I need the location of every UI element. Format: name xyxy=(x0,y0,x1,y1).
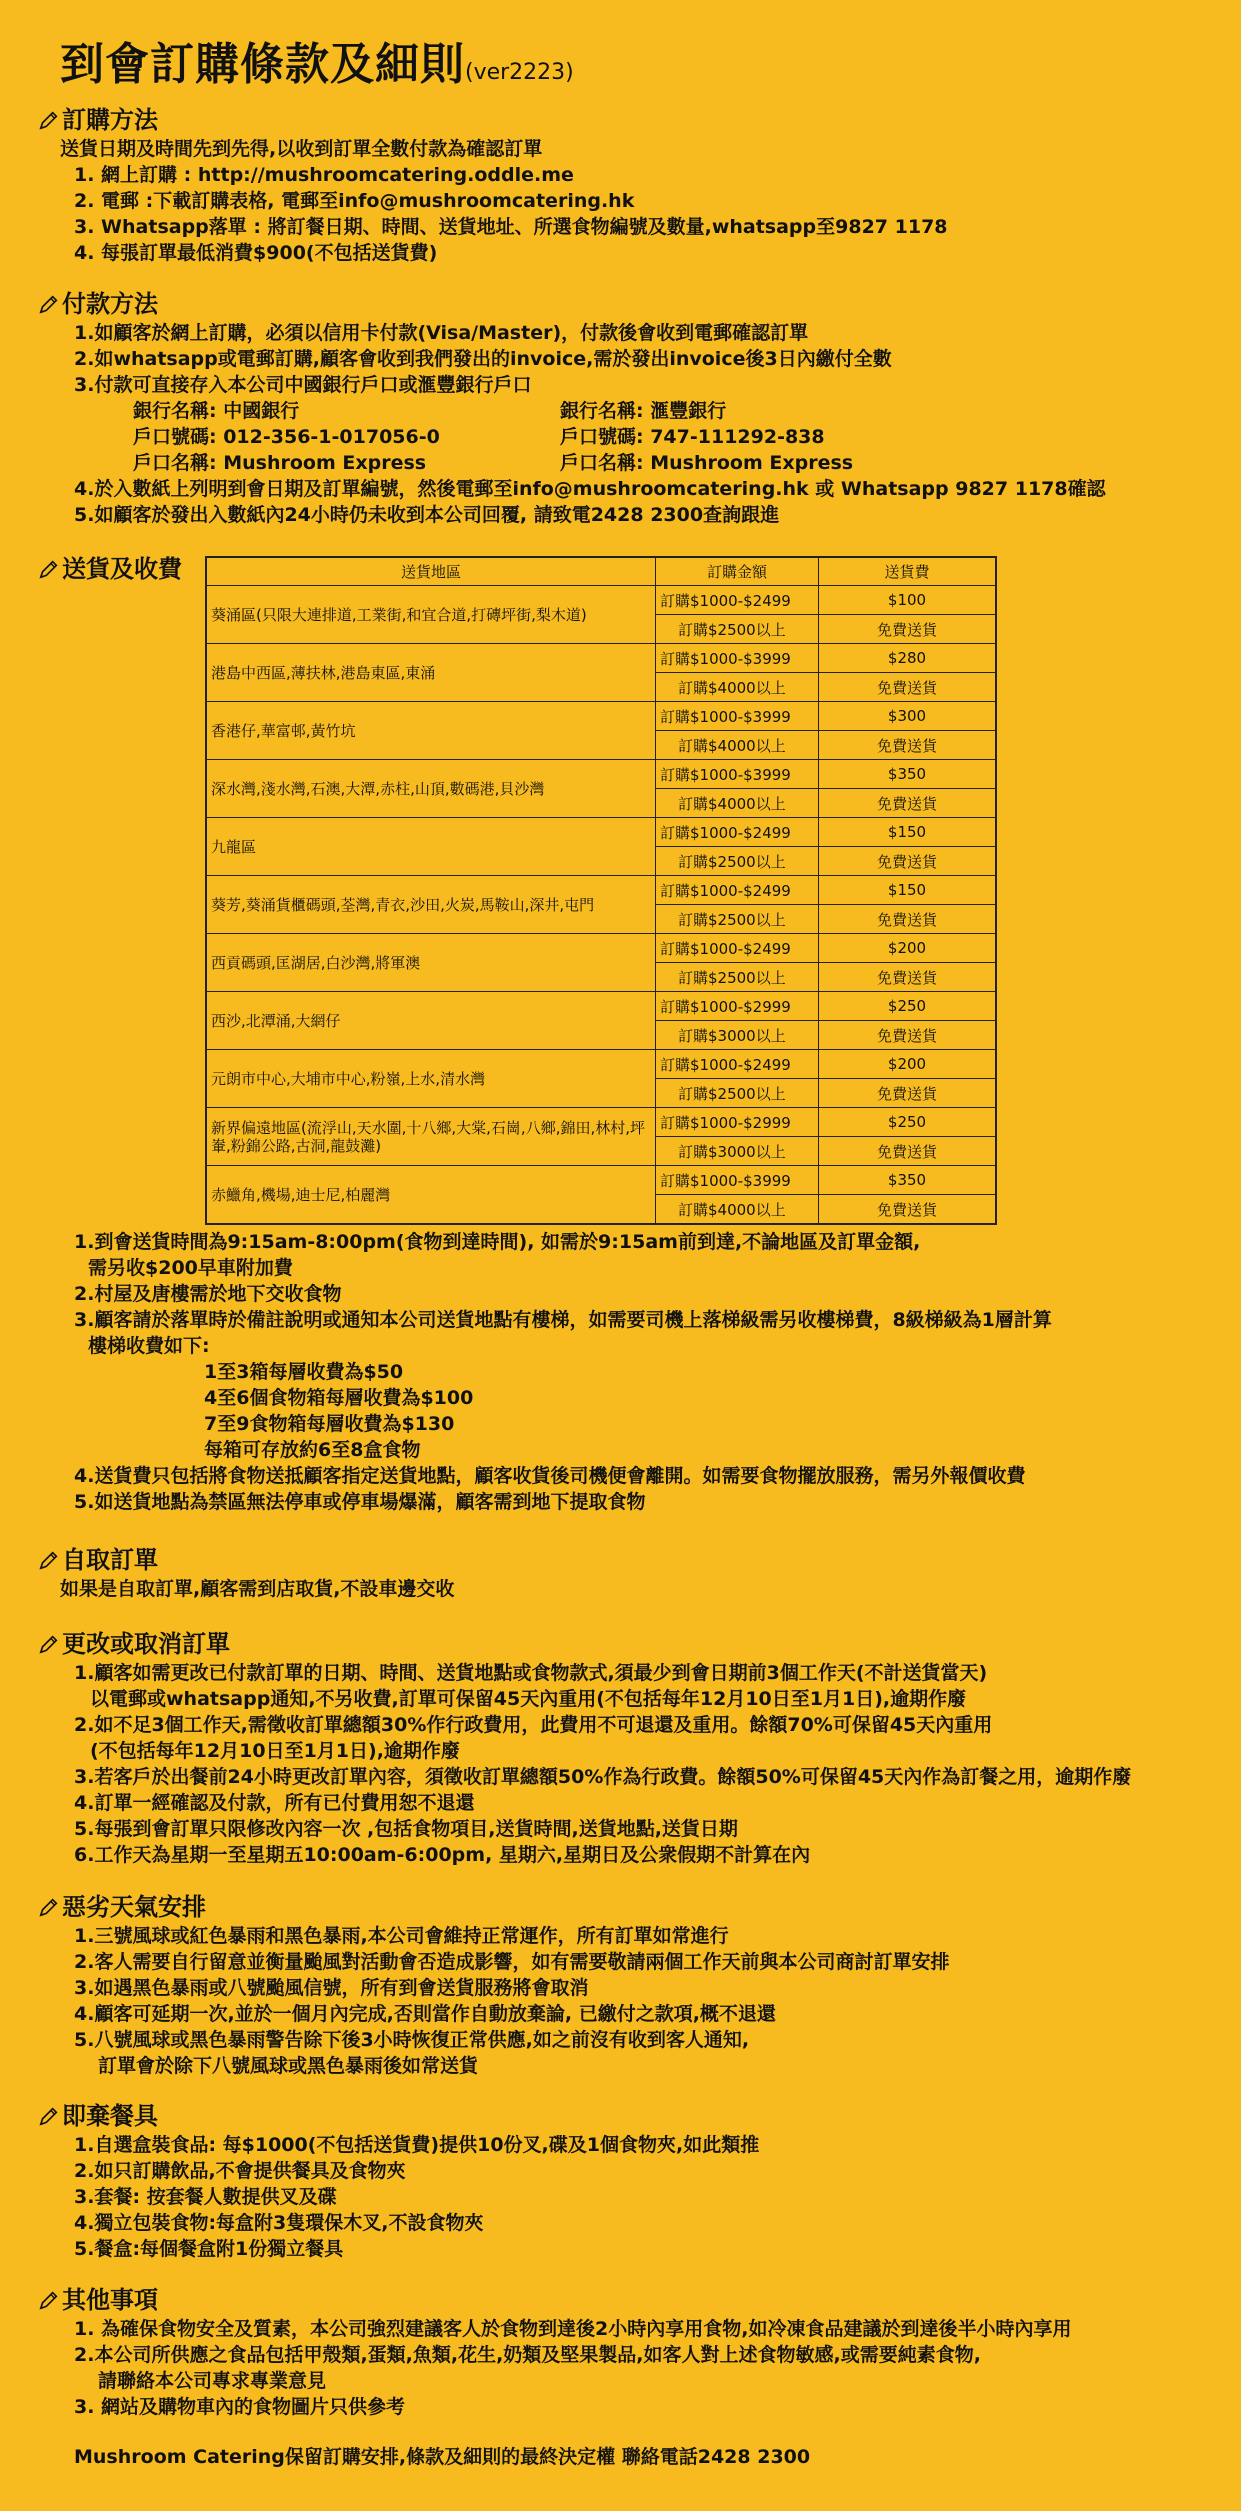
change-line: 6.工作天為星期一至星期五10:00am-6:00pm, 星期六,星期日及公衆假期不計算在內 xyxy=(74,1844,811,1866)
section-utensils xyxy=(38,2100,759,2262)
section-others xyxy=(38,2284,1072,2470)
section-change-cancel xyxy=(38,1628,1131,1868)
table-row xyxy=(206,992,996,1021)
order-amount-cell: 訂購$4000以上 xyxy=(656,789,819,818)
delivery-area-cell: 葵芳,葵涌貨櫃碼頭,荃灣,青衣,沙田,火炭,馬鞍山,深井,屯門 xyxy=(206,876,656,934)
delivery-fee-cell: 免費送貨 xyxy=(819,905,997,934)
table-row xyxy=(206,586,996,615)
pen-icon xyxy=(38,293,60,315)
bank-row xyxy=(38,424,1106,450)
stair-fee-line: 4至6個食物箱每層收費為$100 xyxy=(204,1387,474,1409)
ordering-line: 1. 網上訂購 : http://mushroomcatering.oddle.me xyxy=(74,164,574,186)
section-delivery xyxy=(38,553,182,585)
delivery-area-cell: 赤鱲角,機場,迪士尼,柏麗灣 xyxy=(206,1166,656,1225)
change-heading: 更改或取消訂單 xyxy=(38,1628,1131,1660)
order-amount-cell: 訂購$1000-$3999 xyxy=(656,644,819,673)
payment-heading: 付款方法 xyxy=(38,288,1106,320)
change-line: 5.每張到會訂單只限修改內容一次 ,包括食物項目,送貨時間,送貨地點,送貨日期 xyxy=(74,1818,738,1840)
delivery-fee-cell: $300 xyxy=(819,702,997,731)
ordering-line: 送貨日期及時間先到先得,以收到訂單全數付款為確認訂單 xyxy=(60,138,543,160)
delivery-notes xyxy=(38,1229,1052,1515)
bank-boc: 戶口名稱: Mushroom Express xyxy=(133,452,427,474)
delivery-fee-cell: $250 xyxy=(819,992,997,1021)
delivery-fee-cell: $250 xyxy=(819,1108,997,1137)
others-line: 3. 網站及購物車內的食物圖片只供參考 xyxy=(74,2396,406,2418)
ordering-line: 3. Whatsapp落單 : 將訂餐日期、時間、送貨地址、所選食物編號及數量,whatsapp至9827 1178 xyxy=(74,216,948,238)
weather-line: 4.顧客可延期一次,並於一個月內完成,否則當作自動放棄論, 已繳付之款項,概不退還 xyxy=(74,2003,776,2025)
order-amount-cell: 訂購$2500以上 xyxy=(656,905,819,934)
stair-fee-line: 1至3箱每層收費為$50 xyxy=(204,1361,404,1383)
delivery-fee-cell: $350 xyxy=(819,1166,997,1195)
section-ordering xyxy=(38,104,948,266)
section-payment xyxy=(38,288,1106,528)
table-row xyxy=(206,760,996,789)
header-fee: 送貨費 xyxy=(819,557,997,586)
title-version: (ver2223) xyxy=(465,60,574,85)
order-amount-cell: 訂購$2500以上 xyxy=(656,963,819,992)
delivery-area-cell: 元朗市中心,大埔市中心,粉嶺,上水,清水灣 xyxy=(206,1050,656,1108)
header-amount: 訂購金額 xyxy=(656,557,819,586)
delivery-fee-cell: $200 xyxy=(819,934,997,963)
utensils-line: 5.餐盒:每個餐盒附1份獨立餐具 xyxy=(74,2238,344,2260)
title-main: 到會訂購條款及細則 xyxy=(60,39,465,90)
table-row xyxy=(206,702,996,731)
order-amount-cell: 訂購$1000-$3999 xyxy=(656,1166,819,1195)
ordering-line: 4. 每張訂單最低消費$900(不包括送貨費) xyxy=(74,242,438,264)
page-title xyxy=(60,28,574,92)
order-amount-cell: 訂購$4000以上 xyxy=(656,1195,819,1225)
change-line: 4.訂單一經確認及付款，所有已付費用恕不退還 xyxy=(74,1792,475,1814)
pen-icon xyxy=(38,2289,60,2311)
order-amount-cell: 訂購$3000以上 xyxy=(656,1137,819,1166)
order-amount-cell: 訂購$1000-$2499 xyxy=(656,586,819,615)
payment-line: 4.於入數紙上列明到會日期及訂單編號，然後電郵至info@mushroomcatering.hk 或 Whatsapp 9827 1178確認 xyxy=(74,478,1106,500)
delivery-heading: 送貨及收費 xyxy=(38,553,182,585)
order-amount-cell: 訂購$1000-$2499 xyxy=(656,818,819,847)
change-line: 3.若客戶於出餐前24小時更改訂單內容，須徵收訂單總額50%作為行政費。餘額50%可保留45天內作為訂餐之用，逾期作廢 xyxy=(74,1766,1132,1788)
delivery-note: 5.如送貨地點為禁區無法停車或停車場爆滿，顧客需到地下提取食物 xyxy=(74,1491,646,1513)
stair-fee-line: 7至9食物箱每層收費為$130 xyxy=(204,1413,455,1435)
delivery-fee-cell: $100 xyxy=(819,586,997,615)
change-line: 以電郵或whatsapp通知,不另收費,訂單可保留45天內重用(不包括每年12月10日至1月1日),逾期作廢 xyxy=(90,1688,967,1710)
bank-row xyxy=(38,398,1106,424)
delivery-area-cell: 西沙,北潭涌,大網仔 xyxy=(206,992,656,1050)
payment-line: 1.如顧客於網上訂購，必須以信用卡付款(Visa/Master)，付款後會收到電郵確認訂單 xyxy=(74,322,809,344)
utensils-line: 1.自選盒裝食品: 每$1000(不包括送貨費)提供10份叉,碟及1個食物夾,如此類推 xyxy=(74,2134,760,2156)
delivery-fee-cell: $150 xyxy=(819,876,997,905)
pickup-heading: 自取訂單 xyxy=(38,1544,454,1576)
order-amount-cell: 訂購$1000-$2999 xyxy=(656,992,819,1021)
delivery-note: 4.送貨費只包括將食物送抵顧客指定送貨地點，顧客收貨後司機便會離開。如需要食物擺放服務，需另外報價收費 xyxy=(74,1465,1026,1487)
footer-statement: Mushroom Catering保留訂購安排,條款及細則的最終決定權 聯絡電話2428 2300 xyxy=(74,2446,811,2468)
pen-icon xyxy=(38,558,60,580)
payment-line: 5.如顧客於發出入數紙內24小時仍未收到本公司回覆, 請致電2428 2300查詢跟進 xyxy=(74,504,780,526)
section-pickup xyxy=(38,1544,454,1602)
delivery-fee-cell: $200 xyxy=(819,1050,997,1079)
change-line: (不包括每年12月10日至1月1日),逾期作廢 xyxy=(90,1740,460,1762)
delivery-area-cell: 九龍區 xyxy=(206,818,656,876)
delivery-fee-cell: 免費送貨 xyxy=(819,1195,997,1225)
delivery-fee-cell: 免費送貨 xyxy=(819,1137,997,1166)
others-line: 2.本公司所供應之食品包括甲殼類,蛋類,魚類,花生,奶類及堅果製品,如客人對上述食物敏感,或需要純素食物, xyxy=(74,2344,981,2366)
order-amount-cell: 訂購$1000-$3999 xyxy=(656,702,819,731)
utensils-line: 2.如只訂購飲品,不會提供餐具及食物夾 xyxy=(74,2160,406,2182)
utensils-line: 3.套餐: 按套餐人數提供叉及碟 xyxy=(74,2186,337,2208)
order-amount-cell: 訂購$3000以上 xyxy=(656,1021,819,1050)
payment-line: 2.如whatsapp或電郵訂購,顧客會收到我們發出的invoice,需於發出invoice後3日內繳付全數 xyxy=(74,348,892,370)
ordering-line: 2. 電郵 :下載訂購表格, 電郵至info@mushroomcatering.hk xyxy=(74,190,635,212)
bank-boc: 戶口號碼: 012-356-1-017056-0 xyxy=(133,426,440,448)
delivery-fee-cell: 免費送貨 xyxy=(819,673,997,702)
table-row xyxy=(206,818,996,847)
delivery-area-cell: 深水灣,淺水灣,石澳,大潭,赤柱,山頂,數碼港,貝沙灣 xyxy=(206,760,656,818)
pen-icon xyxy=(38,1549,60,1571)
delivery-fee-cell: $350 xyxy=(819,760,997,789)
delivery-fee-cell: 免費送貨 xyxy=(819,615,997,644)
table-header-row xyxy=(206,557,996,586)
table-row xyxy=(206,1050,996,1079)
pen-icon xyxy=(38,1896,60,1918)
weather-line: 3.如遇黑色暴雨或八號颱風信號，所有到會送貨服務將會取消 xyxy=(74,1977,589,1999)
pickup-line: 如果是自取訂單,顧客需到店取貨,不設車邊交收 xyxy=(60,1578,455,1600)
weather-heading: 惡劣天氣安排 xyxy=(38,1891,949,1923)
order-amount-cell: 訂購$1000-$2999 xyxy=(656,1108,819,1137)
delivery-fee-cell: $280 xyxy=(819,644,997,673)
order-amount-cell: 訂購$1000-$2499 xyxy=(656,934,819,963)
delivery-area-cell: 港島中西區,薄扶林,港島東區,東涌 xyxy=(206,644,656,702)
others-line: 請聯絡本公司專求專業意見 xyxy=(98,2370,327,2392)
pen-icon xyxy=(38,109,60,131)
others-heading: 其他事項 xyxy=(38,2284,1072,2316)
payment-line: 3.付款可直接存入本公司中國銀行戶口或滙豐銀行戶口 xyxy=(74,374,532,396)
delivery-fee-cell: 免費送貨 xyxy=(819,1079,997,1108)
bank-hsbc: 銀行名稱: 滙豐銀行 xyxy=(560,400,727,422)
delivery-fee-cell: 免費送貨 xyxy=(819,789,997,818)
others-line: 1. 為確保食物安全及質素，本公司強烈建議客人於食物到達後2小時內享用食物,如冷凍食品建議於到達後半小時內享用 xyxy=(74,2318,1072,2340)
delivery-fee-cell: 免費送貨 xyxy=(819,963,997,992)
bank-boc: 銀行名稱: 中國銀行 xyxy=(133,400,300,422)
order-amount-cell: 訂購$2500以上 xyxy=(656,615,819,644)
weather-line: 1.三號風球或紅色暴雨和黑色暴雨,本公司會維持正常運作，所有訂單如常進行 xyxy=(74,1925,729,1947)
bank-hsbc: 戶口號碼: 747-111292-838 xyxy=(560,426,825,448)
table-row xyxy=(206,1166,996,1195)
stair-fee-line: 每箱可存放約6至8盒食物 xyxy=(204,1439,421,1461)
table-row xyxy=(206,876,996,905)
change-line: 2.如不足3個工作天,需徵收訂單總額30%作行政費用，此費用不可退還及重用。餘額70%可保留45天內重用 xyxy=(74,1714,993,1736)
delivery-area-cell: 西貢碼頭,匡湖居,白沙灣,將軍澳 xyxy=(206,934,656,992)
delivery-fee-table xyxy=(205,556,997,1225)
delivery-fee-cell: 免費送貨 xyxy=(819,847,997,876)
table-row xyxy=(206,1108,996,1137)
order-amount-cell: 訂購$2500以上 xyxy=(656,1079,819,1108)
order-amount-cell: 訂購$2500以上 xyxy=(656,847,819,876)
delivery-area-cell: 香港仔,華富邨,黃竹坑 xyxy=(206,702,656,760)
delivery-area-cell: 葵涌區(只限大連排道,工業街,和宜合道,打磚坪街,梨木道) xyxy=(206,586,656,644)
delivery-area-cell: 新界偏遠地區(流浮山,天水圍,十八鄉,大棠,石崗,八鄉,錦田,林村,坪輋,粉錦公路,古洞,龍鼓灘) xyxy=(206,1108,656,1166)
pen-icon xyxy=(38,1633,60,1655)
order-amount-cell: 訂購$1000-$3999 xyxy=(656,760,819,789)
table-row xyxy=(206,934,996,963)
weather-line: 5.八號風球或黑色暴雨警告除下後3小時恢復正常供應,如之前沒有收到客人通知, xyxy=(74,2029,750,2051)
header-area: 送貨地區 xyxy=(206,557,656,586)
order-amount-cell: 訂購$1000-$2499 xyxy=(656,1050,819,1079)
delivery-note: 2.村屋及唐樓需於地下交收食物 xyxy=(74,1283,342,1305)
delivery-note: 樓梯收費如下: xyxy=(88,1335,210,1357)
delivery-note: 1.到會送貨時間為9:15am-8:00pm(食物到達時間), 如需於9:15am前到達,不論地區及訂單金額, xyxy=(74,1231,921,1253)
bank-row xyxy=(38,450,1106,476)
utensils-line: 4.獨立包裝食物:每盒附3隻環保木叉,不設食物夾 xyxy=(74,2212,484,2234)
delivery-note: 需另收$200早車附加費 xyxy=(88,1257,293,1279)
bank-hsbc: 戶口名稱: Mushroom Express xyxy=(560,452,854,474)
table-row xyxy=(206,644,996,673)
ordering-heading: 訂購方法 xyxy=(38,104,948,136)
change-line: 1.顧客如需更改已付款訂單的日期、時間、送貨地點或食物款式,須最少到會日期前3個工作天(不計送貨當天) xyxy=(74,1662,988,1684)
delivery-fee-cell: $150 xyxy=(819,818,997,847)
pen-icon xyxy=(38,2105,60,2127)
utensils-heading: 即棄餐具 xyxy=(38,2100,759,2132)
order-amount-cell: 訂購$4000以上 xyxy=(656,673,819,702)
weather-line: 2.客人需要自行留意並衡量颱風對活動會否造成影響，如有需要敬請兩個工作天前與本公司商討訂單安排 xyxy=(74,1951,950,1973)
delivery-note: 3.顧客請於落單時於備註說明或通知本公司送貨地點有樓梯，如需要司機上落梯級需另收樓梯費，8級梯級為1層計算 xyxy=(74,1309,1052,1331)
order-amount-cell: 訂購$4000以上 xyxy=(656,731,819,760)
delivery-fee-cell: 免費送貨 xyxy=(819,731,997,760)
delivery-table-body xyxy=(206,586,996,1225)
delivery-fee-cell: 免費送貨 xyxy=(819,1021,997,1050)
weather-line: 訂單會於除下八號風球或黑色暴雨後如常送貨 xyxy=(98,2055,479,2077)
section-weather xyxy=(38,1891,949,2079)
order-amount-cell: 訂購$1000-$2499 xyxy=(656,876,819,905)
